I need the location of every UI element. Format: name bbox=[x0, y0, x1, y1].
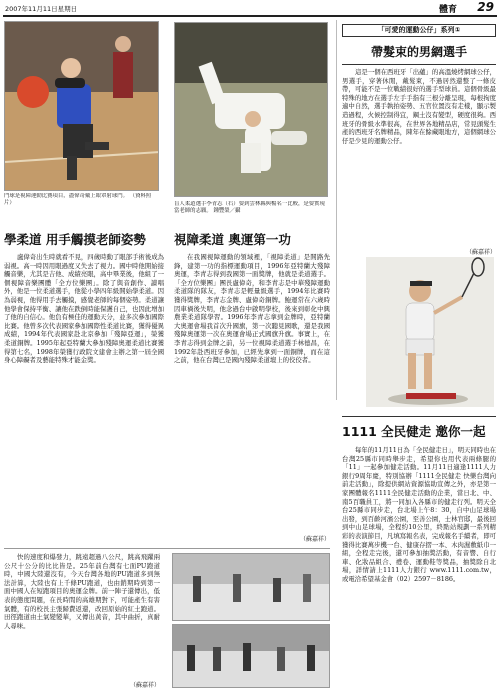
tennis-figurine-photo bbox=[366, 257, 494, 407]
goalball-photo bbox=[4, 21, 159, 191]
promo-title: 1111 全民健走 邀你一起 bbox=[342, 424, 486, 439]
column-title-rule bbox=[342, 64, 496, 65]
track-photo-bottom bbox=[172, 624, 330, 688]
article2-body: 在我國視障運動的領域裡，「視障柔道」是開路先鋒，建第一功的指標運動項目，1996年亞特蘭大殘障奧運，李青志得到我國第一面獎牌，他就是柔道選手。「全方位樂團」團長盧偉奇，和李青志是中華殘障運動柔道隊的隊友，李青志是輕量級選手，1994年比賽時獲得獎牌，李青志金牌、盧偉奇銅牌。鮑運常在六歲時因車禍後失明，他念過台中啟明學校，後來到彰化中興農業柔道隊學習。1996年李青志拿到金牌時，亞特蘭大奧運會場我首次升國旗，第一次聽見國歌，還是我國殘障奧運第一次在奧運會場正式國旗升旗。事實上，在李青志得到金牌之前，另一位視障柔道選手林德昌，在1992年赴西班牙參加，已經先拿到一面銅牌，而在這之前，他在台灣已是國內殘障柔道壇上的佼佼者。 bbox=[174, 253, 330, 365]
goalball-credit: （資料照片） bbox=[4, 193, 152, 207]
article3-body: 快的速度和爆發力，跳遠超過八公尺，跳高飛躍兩公尺十公分的比比皆是。25年前台灣有七面PU跑道時，中國大陸還沒有，今天台灣各地的PU跑道多到無法計算，大陸也有上千條PU跑道，也由銷期時到第一面中國人在短跑項目的奧運金牌。前一陣子還傳出，低表的態度問題，在長時間的高雄期對下，可能產生有害氣體，有的校長主張歸費返還，改回原始的紅土跑道。田徑跑道由土氣變變華，又傳出黃音，其中曲折，真耐人尋味。 bbox=[4, 553, 160, 630]
article1-title: 學柔道 用手觸摸老師姿勢 bbox=[4, 232, 146, 247]
column-title: 帶髮束的男網選手 bbox=[370, 45, 467, 59]
promo-top-rule bbox=[342, 416, 496, 417]
article2-title: 視障柔道 奧運第一功 bbox=[174, 232, 291, 247]
article1-body: 盧偉奇出生時就看不見，四歲時動了眼部手術後成為弱視。高一時因用眼過度又失去了視力。國中時他開始接觸音樂，尤其是吉他、成績亮眼，高中畢業後，他組了一個視障音樂團體「全方位樂團」。除了與音創作、讀唱外，他是一位柔道選手，他從小學四年級開始學柔道。因為弱視，他得用手去觸摸，感覺老師的每個姿勢。柔道讓他學會保持平衡、讓他在跌倒時能保護自己，也因此增加了他的自信心。他負有極佳的運動天分，並多次參加國際比賽。他曾多次代表國家參加國際性柔道比賽，獲得優異成績，1994年代表國家赴北京參加「殘障亞運」，榮獲柔道銅牌。1995年起亞特蘭大參加殘障奧運柔道比賽獲得第七名，1998年榮獲行政院文建會主辦之第一屆全國身心障礙者及藝能特殊才能金獎。 bbox=[4, 253, 164, 365]
page-number: 29 bbox=[477, 0, 494, 14]
column-divider bbox=[336, 20, 337, 400]
judo-caption: 盲人柔道選手李青志（右）要到雲林縣與楊名一比較，是要實現當老師的志願。 bbox=[174, 201, 325, 215]
column-signature: （蘇嘉祥） bbox=[465, 249, 496, 256]
goalball-caption: 門球是視障運動比賽項目，盡偉奇戴上眼罩射球門。 bbox=[4, 193, 128, 199]
article3-signature: （蘇嘉祥） bbox=[129, 682, 160, 689]
track-photo-top bbox=[172, 553, 330, 621]
header-rule bbox=[3, 15, 497, 17]
section-rule bbox=[4, 548, 330, 549]
section-name: 體育 bbox=[438, 5, 457, 15]
issue-date: 2007年11月11日星期日 bbox=[5, 5, 78, 13]
column-body: 這是一個在西班牙「出蘊」的高溫燒烤網球公仔，男選手，穿著休閒，戴髮束，不過居然還整了一條皮帶，可能不是一位戰績很好的選手型球員。這個骨級最特殊的地方在選手左手手指有三根分離呈現，每根拘度適中自然，選手執拍姿勢、五官位置沒有走樣，顯示製造過程，火候控制得宜，鋼土沒有變型，硬度很夠。西班牙的骨級水準很高，在世界各地精品店，常見頭髮生產的西班牙名牌精品，陳年在餘藏眼地方，這個網球公仔是少見的運動公仔。 bbox=[342, 68, 496, 145]
article2-signature: （蘇嘉祥） bbox=[299, 536, 330, 543]
column-series: 「可愛的運動公仔」系列① bbox=[342, 24, 496, 37]
promo-body: 每年的11月11日為「全民健走日」，明天同時也在台灣25縣市同時舉步走，希望你也用代表兩條腿的「11」一起參加健走活動。11月11日適逢1111人力銀行9周年慶，特別協辦「1111全民健走 快樂台灣向前走活動」，除提供網站資源協助宣傳之外，亦是第一家團體報名1111全民健走活動的企業，當日北、中、南5百職員工，將一同加入各縣市的健走行列。明天全台25縣市同步走，台北場上午8：30，自中山足球場出發，到百齡河濱公園，至善公園，士林官邸，最後回到中山足球場，全程約10公里，終點站規劃一系列精彩的表演節目，凡填寫報名表，完成報名手續者，即可獲得比賽萬步機一台、健康存摺一本、木肉濕敷紙巾一組，全程走完後，還可參加抽獎活動，有音響、自行車、化妝品組合、禮卷、運動鞋等獎品，抽獎除自北場，詳情請上1111人力銀行 www.1111.com.tw，或電洽希望基金會（02）2597－8186。 bbox=[342, 446, 496, 583]
judo-credit: 鍾豐榮／攝 bbox=[213, 208, 241, 215]
judo-photo bbox=[174, 22, 328, 197]
